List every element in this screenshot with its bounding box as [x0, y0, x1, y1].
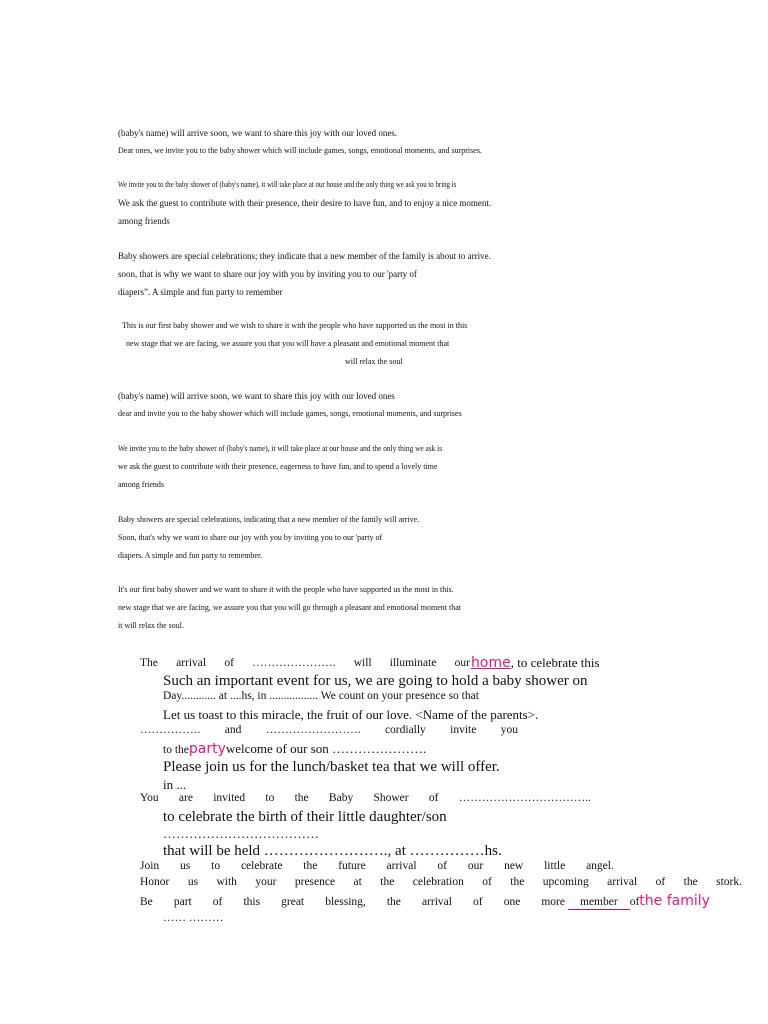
text-line: …… ……… — [163, 912, 224, 924]
justified-words — [140, 897, 565, 909]
word: angel. — [586, 860, 614, 872]
word: …………………. — [252, 657, 336, 669]
invite-row-1 — [140, 658, 470, 670]
home-highlight: home — [471, 655, 511, 671]
text-line: among friends — [118, 480, 164, 489]
text-line: it will relax the soul. — [118, 621, 184, 630]
text-line: Please join us for the lunch/basket tea that we will offer. — [163, 759, 500, 775]
word: Join — [140, 860, 160, 872]
text-span: to the — [163, 744, 189, 756]
text-line: This is our first baby shower and we wish to share it with the people who have supported us the most in this — [122, 321, 468, 330]
invite-row-9 — [140, 793, 591, 805]
word: future — [338, 860, 366, 872]
text-line: that will be held ……………………., at ……………hs. — [163, 843, 502, 859]
word: will — [353, 657, 372, 669]
text-line: We ask the guest to contribute with their presence, their desire to have fun, and to enjoy a nice moment. — [118, 198, 492, 208]
text-line: (baby's name) will arrive soon, we want to share this joy with our loved ones — [118, 391, 395, 401]
word: the — [303, 860, 318, 872]
word: little — [544, 860, 566, 872]
word: our — [467, 860, 484, 872]
word: more — [541, 896, 565, 908]
text-line: soon, that is why we want to share our joy with you by inviting you to our 'party of — [118, 269, 417, 279]
word: and — [224, 724, 242, 736]
word: this — [243, 896, 261, 908]
word: cordially — [384, 724, 426, 736]
text-line: we ask the guest to contribute with their presence, eagerness to have fun, and to spend a lovely time — [118, 462, 438, 471]
word: of — [437, 860, 448, 872]
justified-words — [140, 877, 742, 889]
justified-words — [140, 793, 591, 805]
text-line: We invite you to the baby shower of (baby's name), it will take place at our house and the only thing we ask is — [118, 444, 443, 453]
word: are — [178, 792, 193, 804]
invite-row-14 — [140, 877, 742, 889]
text-line: in ... — [163, 777, 187, 792]
word: great — [281, 896, 305, 908]
justified-words — [140, 658, 470, 670]
word: your — [255, 876, 277, 888]
word: us — [187, 876, 199, 888]
text-line: Baby showers are special celebrations, indicating that a new member of the family will arrive. — [118, 515, 420, 524]
word: of — [428, 792, 439, 804]
word: invite — [450, 724, 477, 736]
word: part — [173, 896, 192, 908]
word: celebrate — [240, 860, 283, 872]
text-line: Day............ at ....hs, in ................. We count on your presence so that — [163, 690, 479, 702]
invite-row-15-end — [568, 893, 710, 910]
word: blessing, — [325, 896, 366, 908]
member-blank: member — [568, 897, 630, 910]
invite-row-13 — [140, 861, 614, 873]
text-span: of — [629, 896, 640, 908]
word: illuminate — [389, 657, 437, 669]
word: arrival — [176, 657, 207, 669]
word: Honor — [140, 876, 170, 888]
word: …………………………….. — [458, 792, 591, 804]
text-line: Baby showers are special celebrations; they indicate that a new member of the family is about to arrive. — [118, 251, 491, 261]
word: the — [386, 896, 401, 908]
text-line: Such an important event for us, we are going to hold a baby shower on — [163, 673, 588, 689]
text-line: We invite you to the baby shower of (baby's name), it will take place at our house and the only thing we ask you to bring is — [118, 180, 457, 189]
text-line: Soon, that's why we want to share our joy with you by inviting you to our 'party of — [118, 533, 383, 542]
justified-words — [140, 725, 518, 737]
invite-row-15 — [140, 897, 565, 909]
word: ……………. — [140, 724, 201, 736]
word: invited — [213, 792, 246, 804]
word: presence — [294, 876, 336, 888]
word: the — [380, 876, 395, 888]
word: Shower — [373, 792, 409, 804]
text-line: dear and invite you to the baby shower which will include games, songs, emotional moments, and surprises — [118, 409, 462, 418]
word: Be — [140, 896, 153, 908]
word: celebration — [412, 876, 464, 888]
word: of — [482, 876, 492, 888]
text-line: diapers. A simple and fun party to remember. — [118, 551, 263, 560]
word: of — [224, 657, 234, 669]
word: Baby — [328, 792, 354, 804]
word: new — [504, 860, 524, 872]
word: arrival — [607, 876, 638, 888]
invite-row-5 — [140, 725, 518, 737]
family-highlight: the family — [639, 893, 710, 909]
party-highlight: party — [188, 741, 226, 757]
word: stork. — [716, 876, 742, 888]
word: The — [140, 657, 158, 669]
word: of — [212, 896, 223, 908]
word: of — [655, 876, 666, 888]
text-span: welcome of our son …………………. — [225, 741, 427, 756]
text-line: Dear ones, we invite you to the baby shower which will include games, songs, emotional moments, and surprises. — [118, 146, 482, 155]
word: you — [500, 724, 518, 736]
text-line: (baby's name) will arrive soon, we want to share this joy with our loved ones. — [118, 128, 398, 138]
word: arrival — [386, 860, 417, 872]
text-line: Let us toast to this miracle, the fruit of our love. <Name of the parents>. — [163, 707, 539, 722]
word: You — [140, 792, 159, 804]
word: the — [683, 876, 698, 888]
word: one — [503, 896, 521, 908]
text-line: It's our first baby shower and we want to share it with the people who have supported us the most in this. — [118, 585, 454, 594]
word: us — [180, 860, 191, 872]
word: at — [353, 876, 362, 888]
word: with — [216, 876, 237, 888]
justified-words — [140, 861, 614, 873]
text-line: diapers”. A simple and fun party to remember — [118, 287, 283, 297]
text-span: , to celebrate this — [510, 655, 600, 670]
word: arrival — [421, 896, 452, 908]
text-line: will relax the soul — [345, 357, 403, 366]
word: the — [294, 792, 309, 804]
word: ……………………. — [265, 724, 361, 736]
word: to — [265, 792, 275, 804]
text-line: ……………………………… — [163, 826, 319, 841]
word: to — [211, 860, 221, 872]
word: of — [473, 896, 483, 908]
text-line: new stage that we are facing, we assure you that you will go through a pleasant and emotional moment that — [118, 603, 462, 612]
invite-row-6 — [163, 741, 426, 757]
word: upcoming — [542, 876, 589, 888]
text-line: new stage that we are facing, we assure you that you will have a pleasant and emotional moment that — [126, 339, 450, 348]
text-line: to celebrate the birth of their little daughter/son — [163, 809, 447, 825]
invite-row-1-end — [471, 655, 600, 671]
word: the — [510, 876, 525, 888]
text-line: among friends — [118, 216, 170, 226]
word: our — [454, 657, 470, 669]
